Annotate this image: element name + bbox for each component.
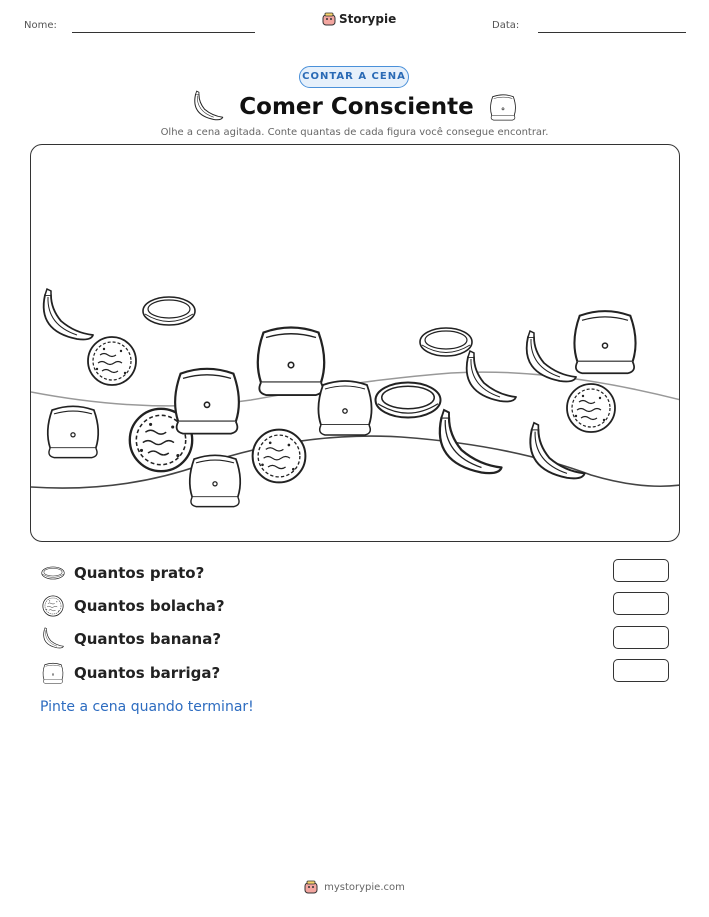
scene-illustration [31, 145, 680, 542]
worksheet-header [0, 0, 709, 60]
belly-icon [488, 90, 518, 124]
plate-icon [40, 564, 66, 582]
cookie-icon [88, 337, 136, 385]
plate-icon [376, 383, 441, 418]
belly-icon [175, 369, 239, 434]
belly-icon [48, 406, 98, 457]
answer-box-bellies[interactable] [613, 659, 669, 682]
belly-icon [258, 328, 324, 396]
coloring-note: Pinte a cena quando terminar! [40, 699, 254, 715]
name-field[interactable] [72, 32, 255, 33]
banana-icon [440, 410, 502, 473]
banana-icon [467, 351, 516, 402]
activity-badge: CONTAR A CENA [299, 66, 409, 88]
question-text: Quantos barriga? [74, 664, 221, 682]
instructions: Olhe a cena agitada. Conte quantas de cada figura você consegue encontrar. [160, 127, 549, 138]
belly-icon [574, 311, 635, 373]
plate-icon [420, 328, 472, 356]
banana-icon [40, 627, 66, 651]
plate-icon [143, 297, 195, 325]
question-bellies [40, 660, 220, 686]
brand-logo [322, 12, 396, 26]
question-text: Quantos banana? [74, 630, 222, 648]
question-bananas [40, 626, 221, 652]
counting-scene[interactable] [30, 144, 680, 542]
storypie-logo-icon [304, 880, 318, 894]
belly-icon [190, 455, 240, 506]
question-text: Quantos prato? [74, 564, 205, 582]
belly-icon [318, 381, 371, 435]
answer-box-plates[interactable] [613, 559, 669, 582]
question-text: Quantos bolacha? [74, 597, 225, 615]
question-plates [40, 560, 204, 586]
page-title: Comer Consciente [239, 94, 474, 120]
cookie-icon [567, 384, 615, 432]
title-row [0, 90, 709, 124]
date-label: Data: [492, 20, 520, 31]
name-label: Nome: [24, 20, 57, 31]
date-field[interactable] [538, 32, 686, 33]
question-cookies [40, 593, 225, 619]
cookie-icon [253, 430, 306, 483]
cookie-icon [40, 595, 66, 617]
answer-box-bananas[interactable] [613, 626, 669, 649]
footer-url: mystorypie.com [324, 881, 405, 893]
footer [0, 880, 709, 894]
banana-icon [191, 90, 225, 124]
belly-icon [40, 661, 66, 685]
answer-box-cookies[interactable] [613, 592, 669, 615]
ground-line-front [31, 436, 680, 488]
brand-name: Storypie [339, 12, 397, 26]
storypie-logo-icon [322, 12, 336, 26]
banana-icon [44, 289, 93, 340]
